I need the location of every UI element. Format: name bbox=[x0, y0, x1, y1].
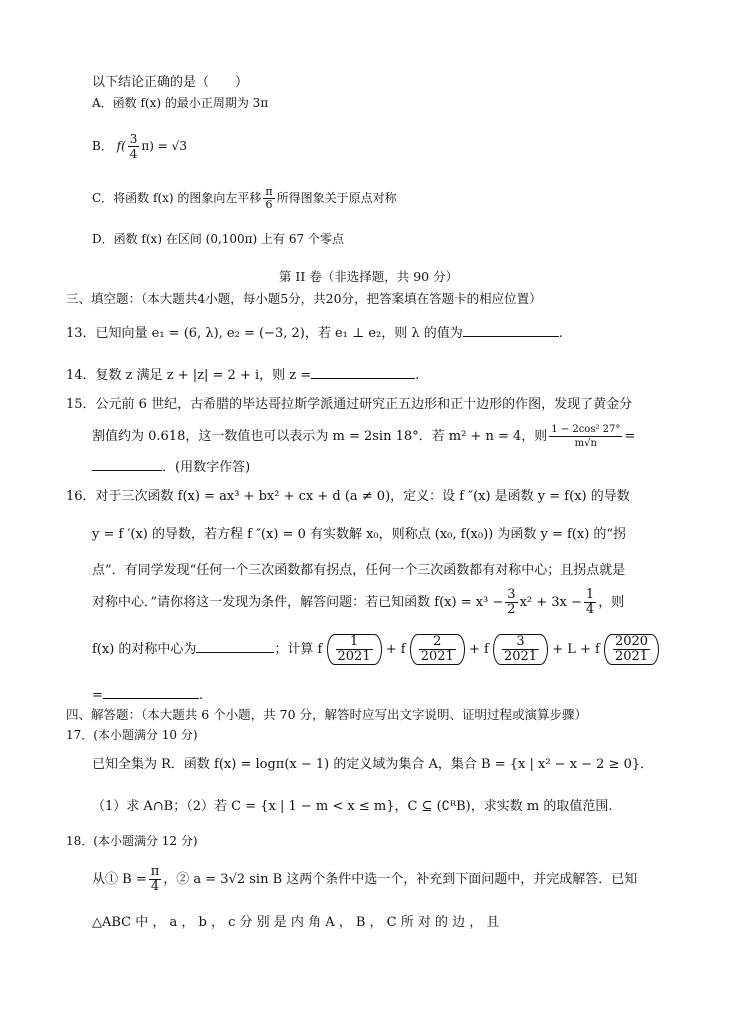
q16-center-blank[interactable] bbox=[196, 638, 274, 653]
q13-text: 13．已知向量 e₁ = (6, λ), e₂ = (−3, 2)，若 e₁ ⊥ e₂，则 λ 的值为 bbox=[66, 326, 463, 341]
option-b-rest: π) = √3 bbox=[141, 139, 187, 153]
q18-line1 bbox=[92, 860, 637, 900]
option-b-frac-num: 3 bbox=[129, 132, 138, 146]
q18-line2: △ABC 中 ， a ， b ， c 分 别 是 内 角 A ， B ， C 所 对 的 边 ， 且 bbox=[92, 915, 500, 930]
q18-line1-b: ，② a = 3√2 sin B 这两个条件中选一个，补充到下面问题中，并完成解答．已知 bbox=[163, 872, 638, 887]
q16-plus-l: + L + f bbox=[552, 642, 600, 657]
q17-line1: 已知全集为 R．函数 f(x) = logπ(x − 1) 的定义域为集合 A，集合 B = {x | x² − x − 2 ≥ 0}． bbox=[92, 757, 654, 772]
section4-heading: 四、解答题：（本大题共 6 个小题，共 70 分，解答时应写出文字说明、证明过程或演算步骤） bbox=[66, 707, 588, 722]
q15-answer-blank[interactable] bbox=[92, 456, 162, 471]
option-c-text: C．将函数 f(x) 的图象向左平移 bbox=[92, 191, 262, 205]
option-b-label: B． bbox=[92, 139, 113, 153]
q16-line4-frac1-den: 2 bbox=[507, 602, 516, 617]
q16-f3-num: 3 bbox=[502, 635, 539, 650]
option-b-func: f( bbox=[116, 139, 126, 153]
q14-end: . bbox=[415, 368, 420, 383]
q15-line3 bbox=[92, 456, 250, 477]
q14-answer-blank[interactable] bbox=[311, 364, 415, 379]
q16-f2-num: 2 bbox=[419, 635, 456, 650]
q18-line1-frac-num: π bbox=[150, 864, 160, 879]
option-b bbox=[92, 126, 187, 166]
q15-frac-num: 1 − 2cos² 27° bbox=[551, 424, 621, 435]
q13-end: . bbox=[558, 326, 563, 341]
q14-text: 14．复数 z 满足 z + |z| = 2 + i，则 z = bbox=[66, 368, 312, 383]
q18-head: 18．(本小题满分 12 分) bbox=[66, 834, 198, 848]
part2-title: 第 II 卷（非选择题，共 90 分） bbox=[278, 269, 459, 284]
q16-f1 bbox=[327, 634, 382, 665]
q16-f3-frac bbox=[502, 635, 539, 664]
q16-f4 bbox=[604, 634, 659, 665]
q16-line6 bbox=[92, 684, 203, 705]
q16-line1: 16．对于三次函数 f(x) = ax³ + bx² + cx + d (a ≠ 0)，定义：设 f ″(x) 是函数 y = f(x) 的导数 bbox=[66, 489, 630, 504]
option-b-fraction bbox=[128, 132, 140, 161]
q16-plus1: + f bbox=[385, 642, 406, 657]
option-c-frac-den: 6 bbox=[265, 198, 273, 211]
q16-sum-blank[interactable] bbox=[103, 684, 199, 699]
q16-line5-a: f(x) 的对称中心为 bbox=[92, 642, 197, 657]
question-stem: 以下结论正确的是（ ） bbox=[92, 75, 249, 90]
q17-head: 17．(本小题满分 10 分) bbox=[66, 728, 198, 742]
q16-f3-den: 2021 bbox=[503, 649, 538, 664]
q16-f1-den: 2021 bbox=[337, 649, 371, 664]
q16-line4-b: x² + 3x − bbox=[519, 595, 582, 610]
q13-answer-blank[interactable] bbox=[463, 322, 559, 337]
q16-line6-eq: = bbox=[92, 688, 103, 703]
q16-f3 bbox=[493, 634, 548, 665]
q16-line4-frac2-den: 4 bbox=[585, 602, 595, 617]
option-c-fraction bbox=[263, 186, 274, 211]
q15-line3-text: ．(用数字作答) bbox=[162, 460, 251, 475]
q16-line4-a: 对称中心．”请你将这一发现为条件，解答问题：若已知函数 f(x) = x³ − bbox=[92, 595, 504, 610]
option-b-frac-den: 4 bbox=[129, 147, 138, 161]
option-c bbox=[92, 180, 397, 216]
q16-f2 bbox=[410, 634, 465, 665]
option-c-rest: 所得图象关于原点对称 bbox=[276, 191, 397, 205]
q15-line1: 15．公元前 6 世纪，古希腊的毕达哥拉斯学派通过研究正五边形和正十边形的作图，发现了黄金分 bbox=[66, 397, 633, 412]
q16-f2-den: 2021 bbox=[420, 649, 454, 664]
q16-line4-frac1 bbox=[505, 588, 517, 617]
q16-line4-frac2-num: 1 bbox=[585, 587, 595, 602]
q16-f4-den: 2021 bbox=[614, 649, 649, 664]
q16-line3: 点”．有同学发现“任何一个三次函数都有拐点，任何一个三次函数都有对称中心；且拐点就是 bbox=[92, 563, 626, 578]
q16-line6-end: . bbox=[198, 688, 204, 703]
q16-line5-b: ；计算 f bbox=[274, 642, 323, 657]
q16-f4-num: 2020 bbox=[614, 634, 649, 649]
q16-line4-frac1-num: 3 bbox=[507, 587, 516, 602]
option-c-frac-num: π bbox=[265, 185, 273, 198]
q16-line2: y = f ′(x) 的导数，若方程 f ″(x) = 0 有实数解 x₀，则称点 (x₀, f(x₀)) 为函数 y = f(x) 的“拐 bbox=[92, 527, 627, 542]
q13 bbox=[66, 322, 563, 343]
q16-line4-frac2 bbox=[584, 588, 596, 617]
q16-f2-frac bbox=[419, 635, 456, 664]
q15-line2 bbox=[92, 420, 635, 454]
q15-line2-text: 割值约为 0.618，这一数值也可以表示为 m = 2sin 18°．若 m² + n = 4，则 bbox=[92, 429, 548, 444]
q16-f4-frac bbox=[613, 635, 650, 664]
q16-f1-frac bbox=[336, 635, 373, 664]
q16-line4-c: ，则 bbox=[598, 595, 625, 610]
q15-fraction bbox=[549, 423, 622, 450]
q17-line2: （1）求 A∩B；（2）若 C = {x | 1 − m < x ≤ m}，C ⊆ (∁ᴿB)，求实数 m 的取值范围. bbox=[92, 799, 613, 814]
q18-line1-frac-den: 4 bbox=[150, 879, 160, 894]
q16-line5 bbox=[92, 630, 659, 670]
q16-f1-num: 1 bbox=[336, 635, 373, 650]
q16-plus2: + f bbox=[468, 642, 489, 657]
q15-frac-den: m√n bbox=[574, 438, 597, 449]
q15-eq: = bbox=[624, 429, 636, 444]
option-d: D．函数 f(x) 在区间 (0,100π) 上有 67 个零点 bbox=[92, 232, 344, 246]
q18-line1-fraction bbox=[149, 865, 162, 894]
q16-line4 bbox=[92, 586, 624, 620]
q14 bbox=[66, 364, 419, 385]
option-a: A．函数 f(x) 的最小正周期为 3π bbox=[92, 96, 269, 110]
q18-line1-a: 从① B = bbox=[92, 872, 147, 887]
section3-heading: 三、填空题：（本大题共4小题，每小题5分，共20分，把答案填在答题卡的相应位置） bbox=[66, 291, 542, 306]
